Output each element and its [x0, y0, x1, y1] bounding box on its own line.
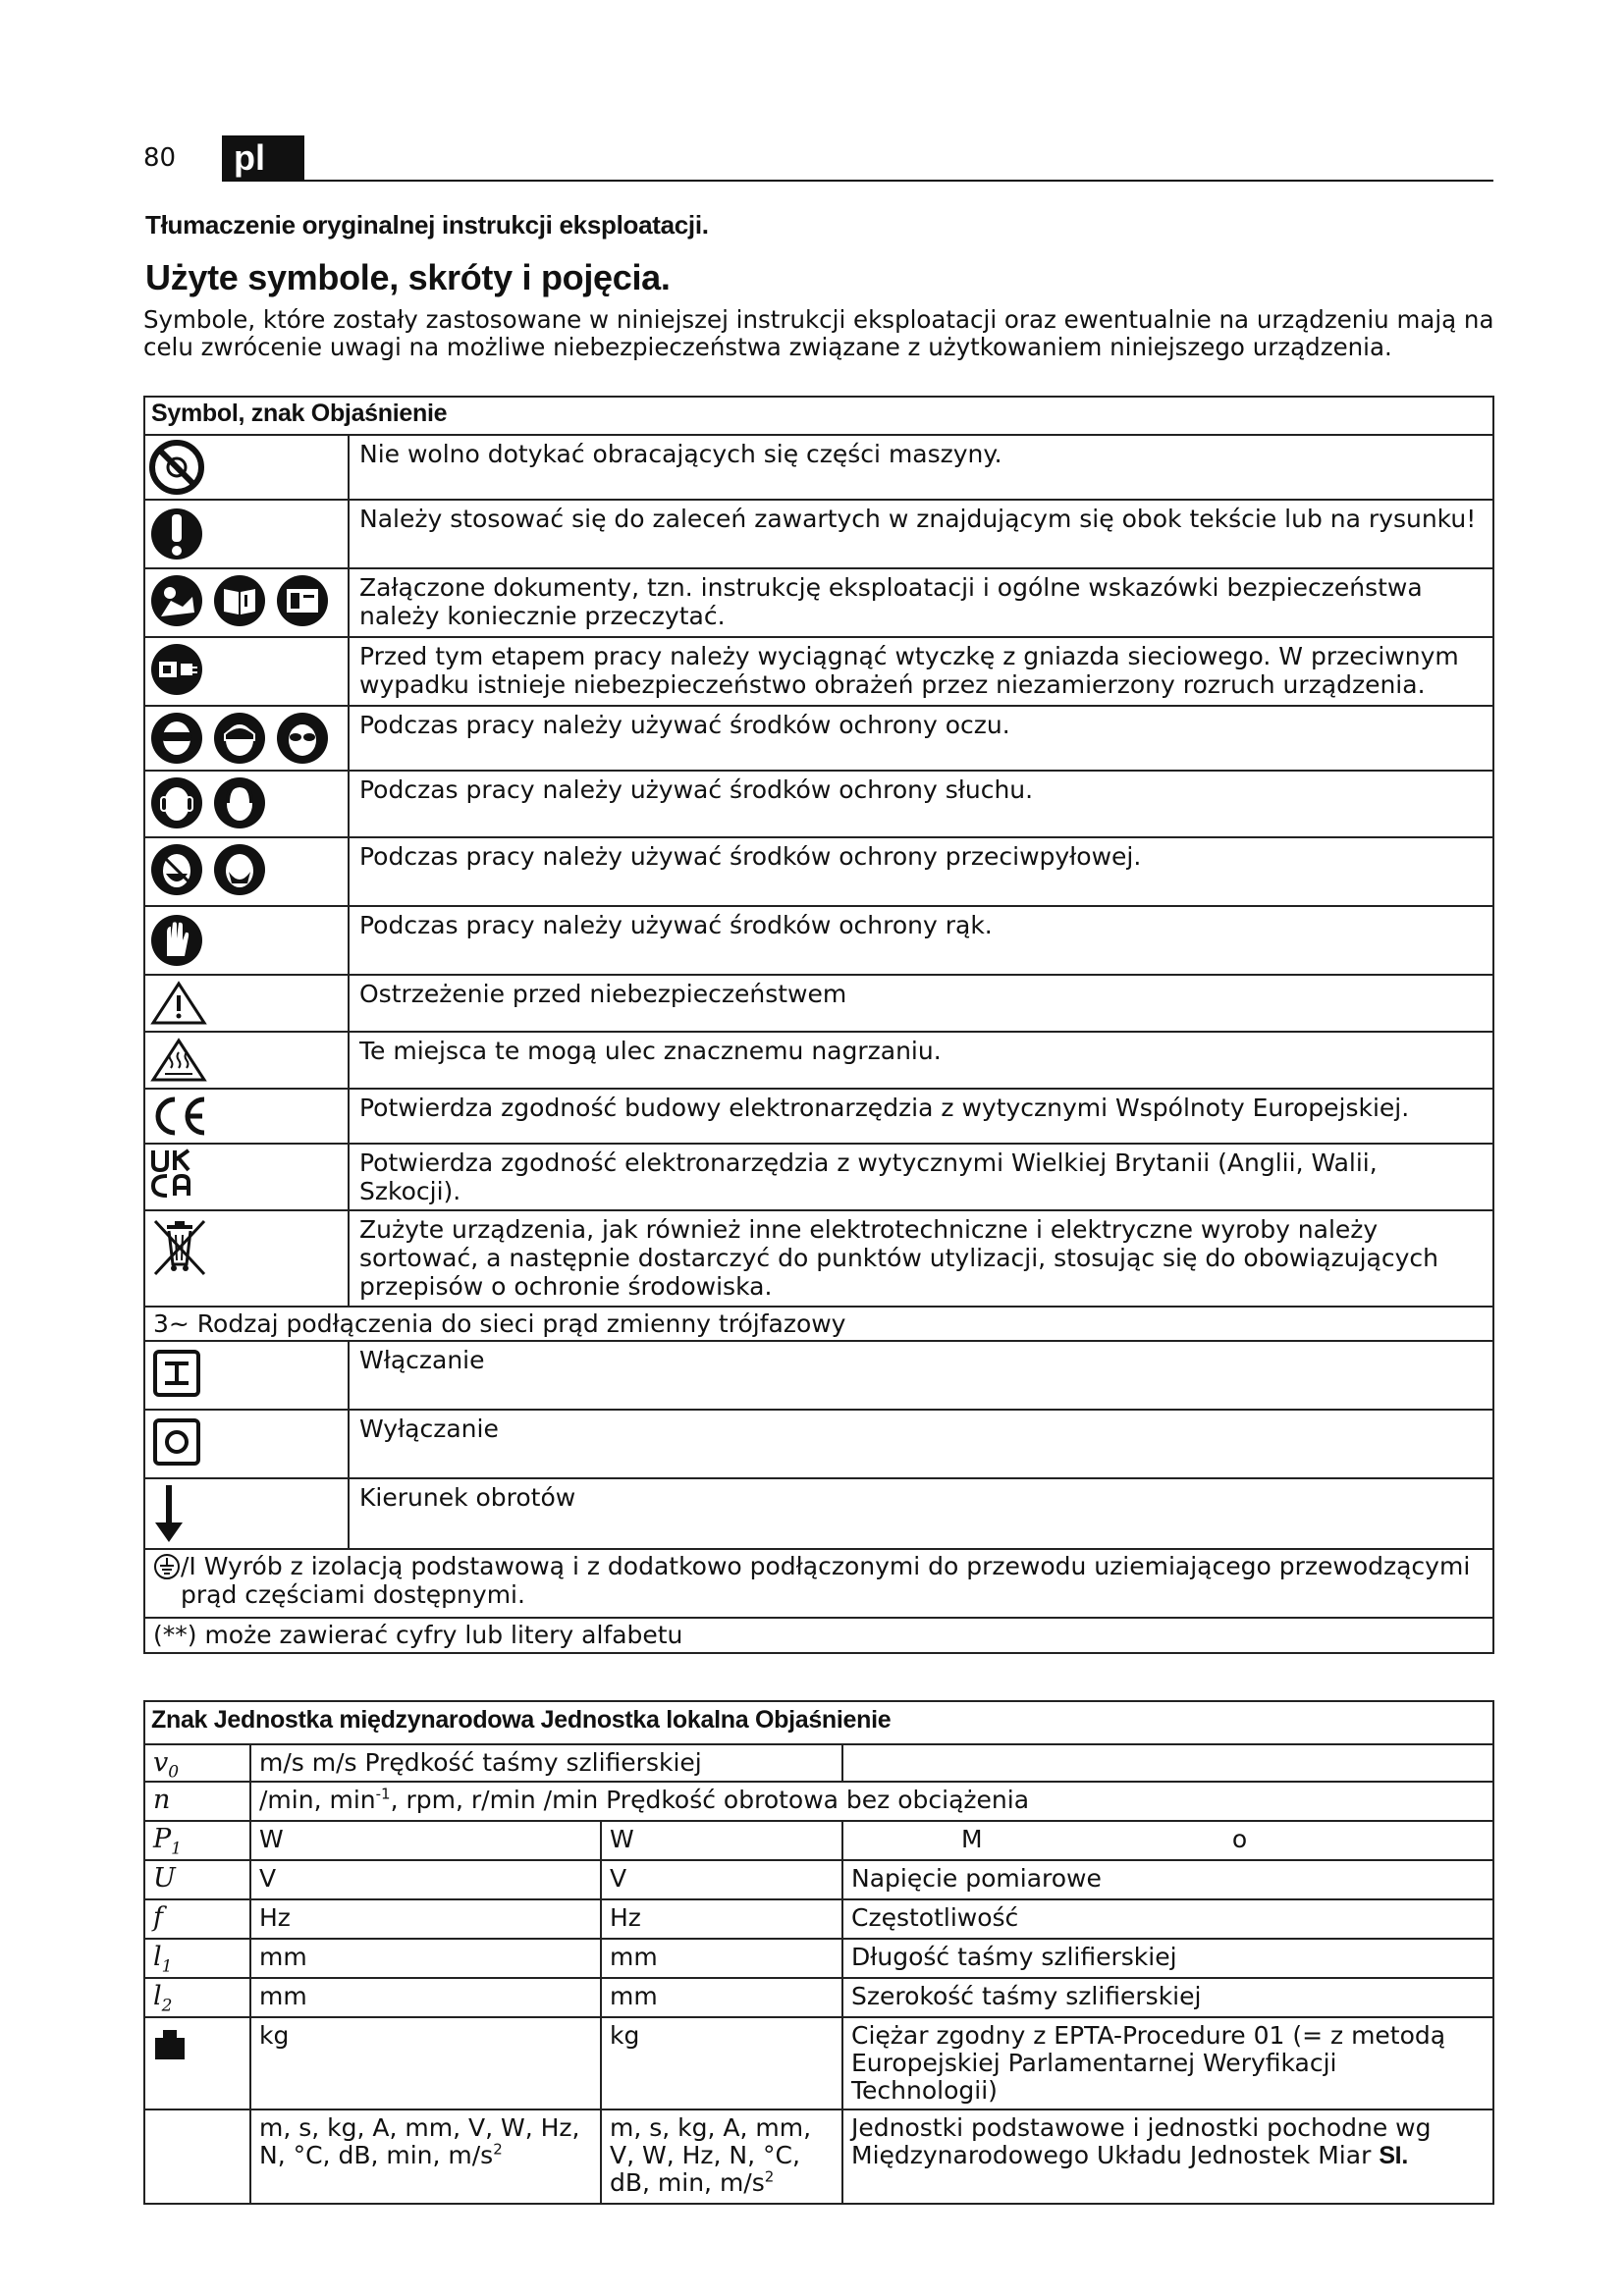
table-row [144, 435, 1493, 500]
header-rule [222, 180, 1493, 182]
table-row [144, 1821, 1493, 1860]
ukca-mark-icon [149, 1148, 196, 1198]
symbol-table [143, 396, 1494, 1654]
unit-intl: V [250, 1860, 601, 1899]
unit-intl: mm [250, 1978, 601, 2017]
warning-triangle-icon [149, 980, 208, 1027]
table-row [144, 1744, 1493, 1782]
unit-local: W [601, 1821, 842, 1860]
table-row [144, 706, 1493, 771]
ear-protection-icon [149, 775, 204, 830]
table-row [144, 1549, 1493, 1618]
table-row [144, 771, 1493, 837]
unit-table [143, 1700, 1494, 2205]
unit-desc: Długość taśmy szlifierskiej [842, 1939, 1493, 1978]
page-number: 80 [143, 143, 177, 173]
mandatory-note-icon [149, 505, 204, 563]
table-row [144, 1089, 1493, 1144]
face-shield-icon [212, 711, 267, 766]
unit-symbol: $P_1$ [144, 1821, 250, 1860]
rotation-direction-arrow-icon [149, 1483, 189, 1544]
read-manual-icon [149, 573, 204, 628]
unit-desc: Szerokość taśmy szlifierskiej [842, 1978, 1493, 2017]
unit-desc [842, 1744, 1493, 1782]
table-row [144, 1210, 1493, 1307]
unit-table-header-row [144, 1701, 1493, 1744]
symbol-description: Podczas pracy należy używać środków ochrony przeciwpyłowej. [349, 837, 1493, 906]
unit-local: V [601, 1860, 842, 1899]
unit-local: Hz [601, 1899, 842, 1939]
table-row [144, 837, 1493, 906]
table-row [144, 1782, 1493, 1821]
table-row [144, 2109, 1493, 2204]
intro-paragraph: Symbole, które zostały zastosowane w niniejszej instrukcji eksploatacji oraz ewentualnie na urządzeniu mają na celu zwrócenie uwagi na możliwe niebezpieczeństwa związane z użytkowaniem niniejszego urządzenia. [143, 305, 1494, 361]
unit-local: m, s, kg, A, mm, V, W, Hz, N, °C, dB, min, $m/s^2$ [601, 2109, 842, 2204]
table-row [144, 500, 1493, 568]
unplug-icon [149, 642, 204, 697]
symbol-description: Załączone dokumenty, tzn. instrukcję eksploatacji i ogólne wskazówki bezpieczeństwa należy koniecznie przeczytać. [349, 568, 1493, 637]
table-row [144, 1144, 1493, 1210]
gloves-icon [149, 911, 204, 970]
hot-surface-icon [149, 1037, 208, 1084]
document-subtitle: Tłumaczenie oryginalnej instrukcji eksploatacji. [145, 210, 709, 240]
symbol-description: Potwierdza zgodność elektronarzędzia z wytycznymi Wielkiej Brytanii (Anglii, Walii, Szkocji). [349, 1144, 1493, 1210]
unit-local: mm [601, 1939, 842, 1978]
unit-intl: mm [250, 1939, 601, 1978]
table-row [144, 637, 1493, 706]
table-row [144, 1478, 1493, 1549]
unit-desc: Częstotliwość [842, 1899, 1493, 1939]
table-row [144, 1410, 1493, 1478]
unit-intl: kg [250, 2017, 601, 2109]
unit-symbol: $v_0$ [144, 1744, 250, 1782]
protective-earth-icon [153, 1553, 181, 1580]
ear-muff-icon [212, 775, 267, 830]
three-phase-row: 3~ Rodzaj podłączenia do sieci prąd zmienny trójfazowy [144, 1307, 1493, 1341]
symbol-description: Nie wolno dotykać obracających się części maszyny. [349, 435, 1493, 500]
symbol-table-header-row [144, 397, 1493, 435]
page-title: Użyte symbole, skróty i pojęcia. [145, 257, 671, 297]
ce-mark-icon [149, 1094, 212, 1139]
switch-on-icon [149, 1346, 204, 1401]
symbol-description: Podczas pracy należy używać środków ochrony rąk. [349, 906, 1493, 975]
table-row [144, 1860, 1493, 1899]
unit-symbol [144, 2109, 250, 2204]
table-row [144, 568, 1493, 637]
footnote-row: (**) może zawierać cyfry lub litery alfabetu [144, 1618, 1493, 1653]
symbol-description: Przed tym etapem pracy należy wyciągnąć wtyczkę z gniazda sieciowego. W przeciwnym wypadku istnieje niebezpieczeństwo obrażeń przez niezamierzony rozruch urządzenia. [349, 637, 1493, 706]
table-row [144, 1978, 1493, 2017]
table-row [144, 906, 1493, 975]
symbol-description: Włączanie [349, 1341, 1493, 1410]
dust-mask-icon [149, 842, 204, 897]
table-row [144, 1618, 1493, 1653]
unit-desc: Ciężar zgodny z EPTA-Procedure 01 (= z metodą Europejskiej Parlamentarnej Weryfikacji Technologii) [842, 2017, 1493, 2109]
book-icon [212, 573, 267, 628]
symbol-description: Ostrzeżenie przed niebezpieczeństwem [349, 975, 1493, 1032]
table-row [144, 2017, 1493, 2109]
switch-off-icon [149, 1415, 204, 1469]
symbol-description: Te miejsca te mogą ulec znacznemu nagrzaniu. [349, 1032, 1493, 1089]
table-row [144, 1899, 1493, 1939]
unit-intl: m/s m/s Prędkość taśmy szlifierskiej [250, 1744, 842, 1782]
symbol-description: Potwierdza zgodność budowy elektronarzędzia z wytycznymi Wspólnoty Europejskiej. [349, 1089, 1493, 1144]
table-row [144, 1307, 1493, 1341]
respirator-icon [212, 842, 267, 897]
unit-symbol: f [144, 1899, 250, 1939]
unit-symbol: $l_1$ [144, 1939, 250, 1978]
insulation-row [144, 1549, 1493, 1618]
no-touch-rotating-parts-icon [149, 440, 204, 495]
table-row [144, 1341, 1493, 1410]
manual-screen-icon [275, 573, 330, 628]
symbol-description: Kierunek obrotów [349, 1478, 1493, 1549]
symbol-table-header: Symbol, znak Objaśnienie [144, 397, 1493, 435]
safety-glasses-icon [275, 711, 330, 766]
unit-desc: Napięcie pomiarowe [842, 1860, 1493, 1899]
language-badge: pl [222, 135, 304, 181]
insulation-text: /I Wyrób z izolacją podstawową i z dodatkowo podłączonymi do przewodu uziemiającego przewodzącymi prąd częściami dostępnymi. [181, 1552, 1471, 1609]
symbol-description: Podczas pracy należy używać środków ochrony słuchu. [349, 771, 1493, 837]
unit-symbol: n [144, 1782, 250, 1821]
symbol-description: Wyłączanie [349, 1410, 1493, 1478]
unit-intl: W [250, 1821, 601, 1860]
weee-bin-icon [149, 1215, 210, 1280]
unit-desc: M o [842, 1821, 1493, 1860]
table-row [144, 975, 1493, 1032]
unit-local: kg [601, 2017, 842, 2109]
symbol-description: Podczas pracy należy używać środków ochrony oczu. [349, 706, 1493, 771]
unit-symbol [144, 2017, 250, 2109]
unit-intl: /min, $\min^{-1}$, rpm, r/min /min Prędkość obrotowa bez obciążenia [250, 1782, 1493, 1821]
goggles-icon [149, 711, 204, 766]
weight-icon [153, 2028, 187, 2061]
unit-symbol: U [144, 1860, 250, 1899]
symbol-description: Zużyte urządzenia, jak również inne elektrotechniczne i elektryczne wyroby należy sortować, a następnie dostarczyć do punktów utylizacji, stosując się do obowiązujących przepisów o ochronie środowiska. [349, 1210, 1493, 1307]
table-row [144, 1939, 1493, 1978]
table-row [144, 1032, 1493, 1089]
unit-table-header: Znak Jednostka międzynarodowa Jednostka lokalna Objaśnienie [144, 1701, 1493, 1744]
symbol-description: Należy stosować się do zaleceń zawartych w znajdującym się obok tekście lub na rysunku! [349, 500, 1493, 568]
unit-intl: Hz [250, 1899, 601, 1939]
unit-intl: m, s, kg, A, mm, V, W, Hz, N, °C, dB, min, $m/s^2$ [250, 2109, 601, 2204]
unit-symbol: $l_2$ [144, 1978, 250, 2017]
unit-desc: Jednostki podstawowe i jednostki pochodne wg Międzynarodowego Układu Jednostek Miar SI. [842, 2109, 1493, 2204]
unit-local: mm [601, 1978, 842, 2017]
